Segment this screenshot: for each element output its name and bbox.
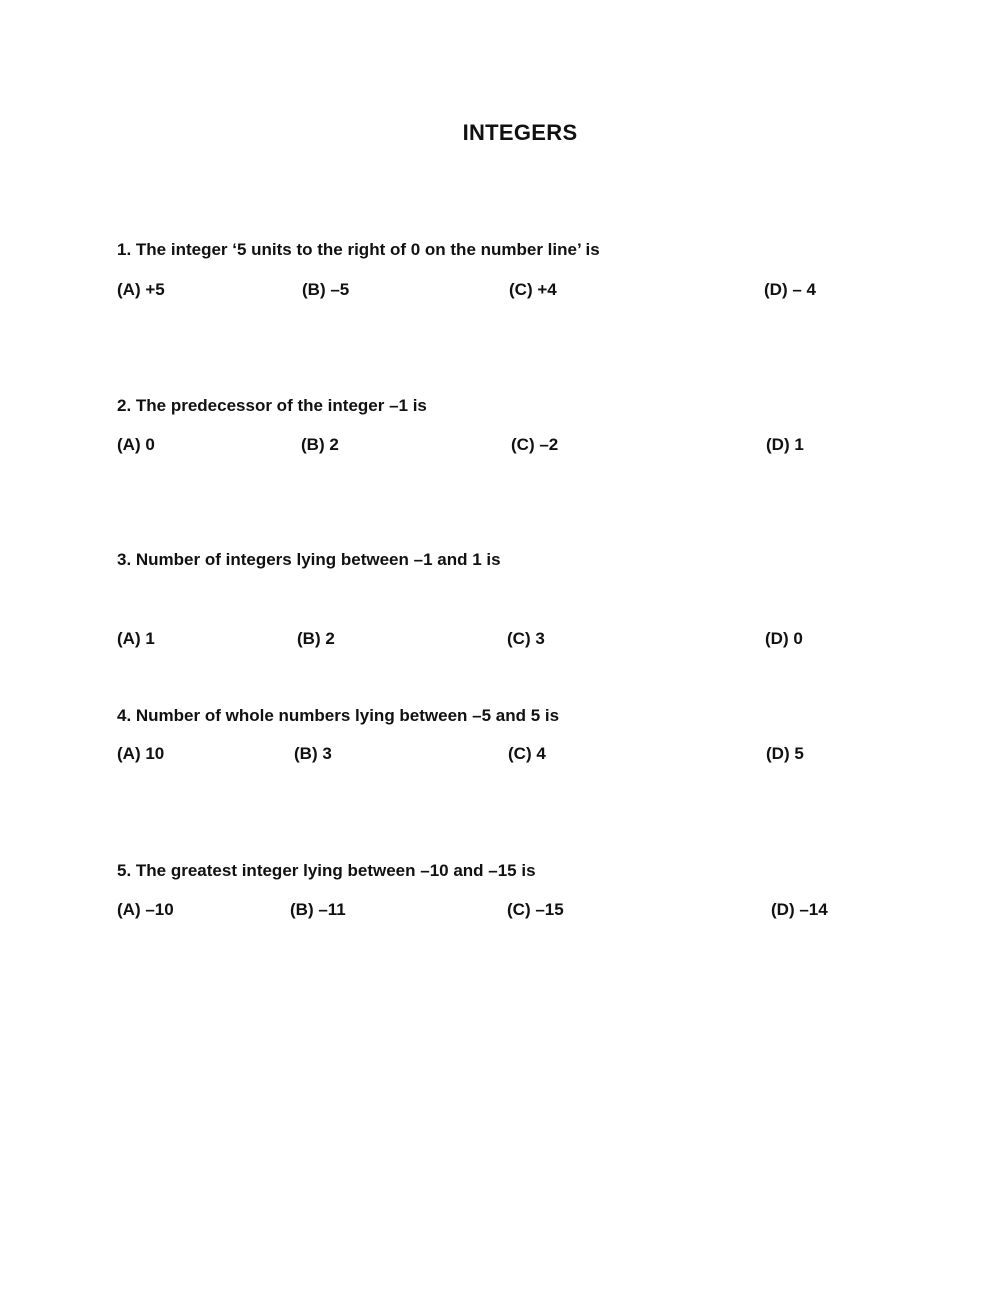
question-4-option-b: (B) 3 — [294, 744, 332, 763]
question-2-text: 2. The predecessor of the integer –1 is — [117, 396, 427, 415]
question-5-text: 5. The greatest integer lying between –10 and –15 is — [117, 861, 536, 880]
question-4-option-a: (A) 10 — [117, 744, 165, 763]
question-3-option-b: (B) 2 — [297, 629, 335, 648]
question-4-option-d: (D) 5 — [766, 744, 804, 763]
question-3-option-d: (D) 0 — [765, 629, 803, 648]
question-1-option-b: (B) –5 — [302, 280, 350, 299]
question-2-option-b: (B) 2 — [301, 435, 339, 454]
question-5-option-a: (A) –10 — [117, 900, 174, 919]
question-1-option-c: (C) +4 — [509, 280, 557, 299]
question-5-option-b: (B) –11 — [290, 900, 346, 919]
question-5-option-c: (C) –15 — [507, 900, 564, 919]
question-1-option-d: (D) – 4 — [764, 280, 816, 299]
question-3-option-c: (C) 3 — [507, 629, 545, 648]
question-5-option-d: (D) –14 — [771, 900, 828, 919]
question-3-text: 3. Number of integers lying between –1 and 1 is — [117, 550, 501, 569]
page-title: INTEGERS — [462, 120, 578, 145]
question-2-option-c: (C) –2 — [511, 435, 559, 454]
question-4-option-c: (C) 4 — [508, 744, 546, 763]
question-3-option-a: (A) 1 — [117, 629, 155, 648]
question-1-text: 1. The integer ‘5 units to the right of 0 on the number line’ is — [117, 240, 600, 259]
question-4-text: 4. Number of whole numbers lying between –5 and 5 is — [117, 706, 560, 725]
question-2-option-a: (A) 0 — [117, 435, 155, 454]
question-1-option-a: (A) +5 — [117, 280, 165, 299]
question-2-option-d: (D) 1 — [766, 435, 804, 454]
